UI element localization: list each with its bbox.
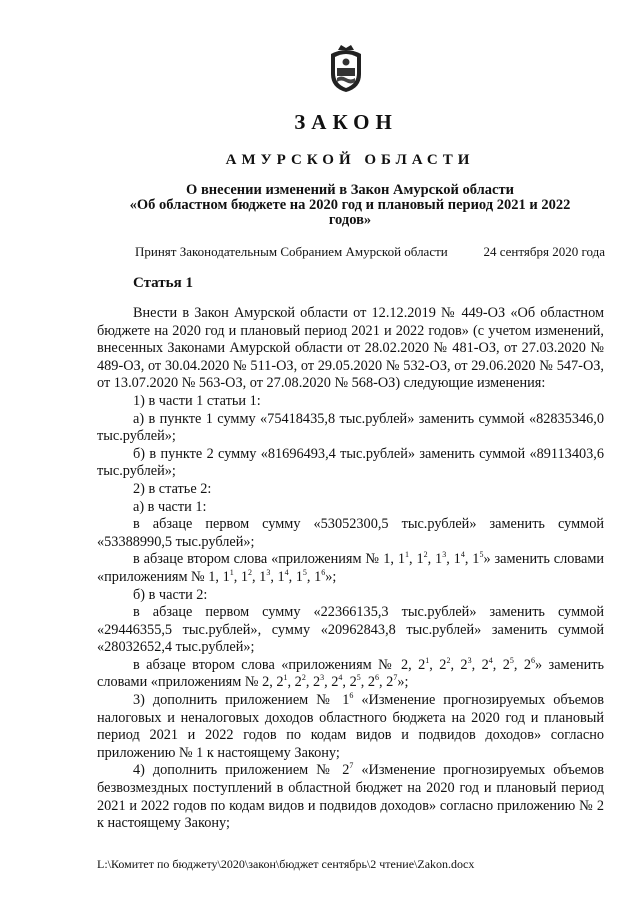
paragraph-2a: а) в части 1: bbox=[133, 498, 207, 515]
paragraph-intro: Внести в Закон Амурской области от 12.12.2019 № 449-ОЗ «Об областном бюджете на 2020 год и плановый период 2021 и 2022 годов» (с учетом изменений, внесенных Законами Амурской области от 28.02.2020 № 481-ОЗ, от 27.03.2020 № 489-ОЗ, от 30.04.2020 № 511-ОЗ, от 29.05.2020 № 532-ОЗ, от 29.06.2020 № 547-ОЗ, от 13.07.2020 № 563-ОЗ, от 27.08.2020 № 568-ОЗ) следующие изменения: bbox=[97, 305, 604, 392]
law-heading bbox=[110, 183, 590, 228]
paragraph-2: 2) в статье 2: bbox=[133, 480, 212, 497]
paragraph-2b1: в абзаце первом сумму «22366135,3 тыс.рублей» заменить суммой «29446355,5 тыс.рублей», сумму «20962843,8 тыс.рублей» заменить суммой «28032652,4 тыс.рублей»; bbox=[97, 604, 604, 656]
adopted-date: 24 сентября 2020 года bbox=[483, 244, 605, 259]
paragraph-4: 4) дополнить приложением № $2^7$ «Изменение прогнозируемых объемов безвозмездных поступлений в областной бюджет на 2020 год и плановый период 2021 и 2022 годов по кодам видов и подвидов доходов» согласно приложению № 2 к настоящему Закону; bbox=[97, 761, 604, 832]
paragraph-1b: б) в пункте 2 сумму «81696493,4 тыс.рублей» заменить суммой «89113403,6 тыс.рублей»; bbox=[97, 445, 604, 480]
article-body bbox=[97, 305, 604, 833]
footer-file-path: L:\Комитет по бюджету\2020\закон\бюджет сентябрь\2 чтение\Zakon.docx bbox=[97, 857, 475, 871]
paragraph-3: 3) дополнить приложением № $1^6$ «Изменение прогнозируемых объемов налоговых и неналоговых доходов областного бюджета на 2020 год и плановый период 2021 и 2022 годов по кодам видов и подвидов доходов» согласно приложению № 1 к настоящему Закону; bbox=[97, 691, 604, 761]
paragraph-2b2: в абзаце втором слова «приложениям № 2, $2^1$, $2^2$, $2^3$, $2^4$, $2^5$, $2^6$» заменить словами «приложениям № 2, $2^1$, $2^2$, $2^3$, $2^4$, $2^5$, $2^6$, $2^7$»; bbox=[97, 656, 605, 691]
amur-coat-of-arms-emblem bbox=[323, 44, 369, 94]
law-heading-line1: О внесении изменений в Закон Амурской области bbox=[186, 182, 514, 198]
paragraph-1: 1) в части 1 статьи 1: bbox=[133, 392, 261, 409]
paragraph-2a1: в абзаце первом сумму «53052300,5 тыс.рублей» заменить суммой «53388990,5 тыс.рублей»; bbox=[97, 516, 604, 550]
paragraph-1a: а) в пункте 1 сумму «75418435,8 тыс.рублей» заменить суммой «82835346,0 тыс.рублей»; bbox=[97, 410, 604, 445]
document-title: ЗАКОН bbox=[294, 110, 398, 134]
adopted-by: Принят Законодательным Собранием Амурской области bbox=[135, 244, 448, 259]
paragraph-2a2: в абзаце втором слова «приложениям № 1, $1^1$, $1^2$, $1^3$, $1^4$, $1^5$» заменить словами «приложениям № 1, $1^1$, $1^2$, $1^3$, $1^4$, $1^5$, $1^6$»; bbox=[97, 550, 605, 585]
adoption-line bbox=[135, 244, 605, 260]
article-title: Статья 1 bbox=[133, 275, 193, 291]
document-subtitle: АМУРСКОЙ ОБЛАСТИ bbox=[225, 152, 475, 168]
paragraph-2b: б) в части 2: bbox=[133, 586, 208, 603]
law-heading-line2: «Об областном бюджете на 2020 год и плановый период 2021 и 2022 годов» bbox=[129, 197, 571, 228]
